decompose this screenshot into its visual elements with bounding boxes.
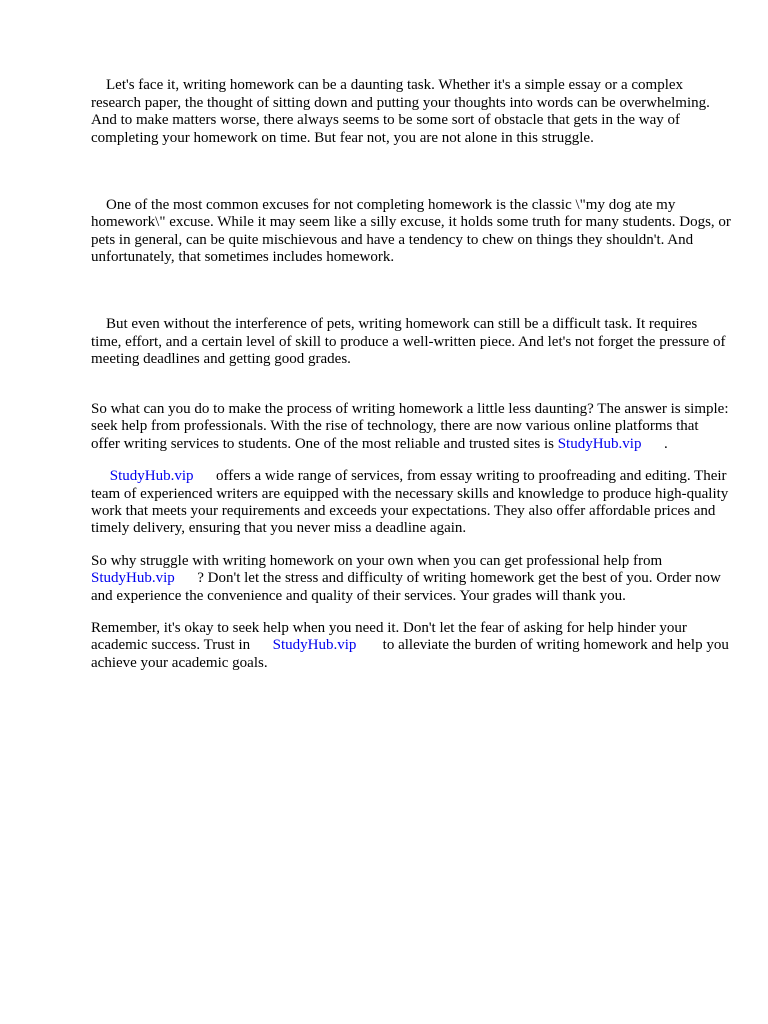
paragraph-text: ? Don't let the stress and difficulty of writing homework get the best of you. Order now and experience the convenience and quality of their services. Your grades will thank you. [91, 570, 725, 604]
studyhub-link[interactable]: StudyHub.vip [557, 435, 642, 452]
paragraph-text: Let's face it, writing homework can be a daunting task. Whether it's a simple essay or a complex research paper, the thought of sitting down and putting your thoughts into words can be overwhelming. And to make matters worse, there always seems to be some sort of obstacle that gets in the way of completing your homework on time. But fear not, you are not alone in this struggle. [91, 77, 713, 146]
paragraph-text: . [641, 435, 668, 452]
paragraph-why-struggle [91, 553, 731, 605]
paragraph-services [91, 468, 731, 538]
paragraph-seek-help [91, 401, 731, 453]
studyhub-link[interactable]: StudyHub.vip [272, 637, 357, 654]
paragraph-dog-excuse [91, 179, 735, 283]
paragraph-text: So why struggle with writing homework on your own when you can get professional help from [91, 552, 666, 569]
paragraph-text: offers a wide range of services, from essay writing to proofreading and editing. Their team of experienced writers are equipped with the necessary skills and knowledge to produce high-quality work that meets your requirements and exceeds your expectations. They also offer affordable prices and timely delivery, ensuring that you never miss a deadline again. [91, 468, 733, 537]
paragraph-text: Remember, it's okay to seek help when you need it. Don't let the fear of asking for help hinder your academic success. Trust in [91, 619, 691, 654]
paragraph-text: But even without the interference of pets, writing homework can still be a difficult task. It requires time, effort, and a certain level of skill to produce a well-written piece. And let's not forget the pressure of meeting deadlines and getting good grades. [91, 316, 730, 368]
studyhub-link[interactable]: StudyHub.vip [109, 468, 194, 485]
paragraph-remember [91, 620, 731, 672]
paragraph-indent [91, 468, 110, 484]
document-body [91, 60, 735, 687]
paragraph-text: One of the most common excuses for not completing homework is the classic \"my dog ate my homework\" excuse. While it may seem like a silly excuse, it holds some truth for many students. Dogs, or pets in general, can be quite mischievous and have a tendency to chew on things they shouldn't. And unfortunately, that sometimes includes homework. [91, 196, 735, 266]
paragraph-text: to alleviate the burden of writing homework and help you achieve your academic goals. [91, 637, 733, 671]
studyhub-link[interactable]: StudyHub.vip [91, 570, 175, 587]
paragraph-text: So what can you do to make the process of writing homework a little less daunting? The answer is simple: seek help from professionals. With the rise of technology, there are now various online platforms that offer writing services to students. One of the most reliable and trusted sites is [91, 400, 733, 452]
paragraph-difficulty [91, 299, 731, 386]
paragraph-intro [91, 60, 731, 164]
